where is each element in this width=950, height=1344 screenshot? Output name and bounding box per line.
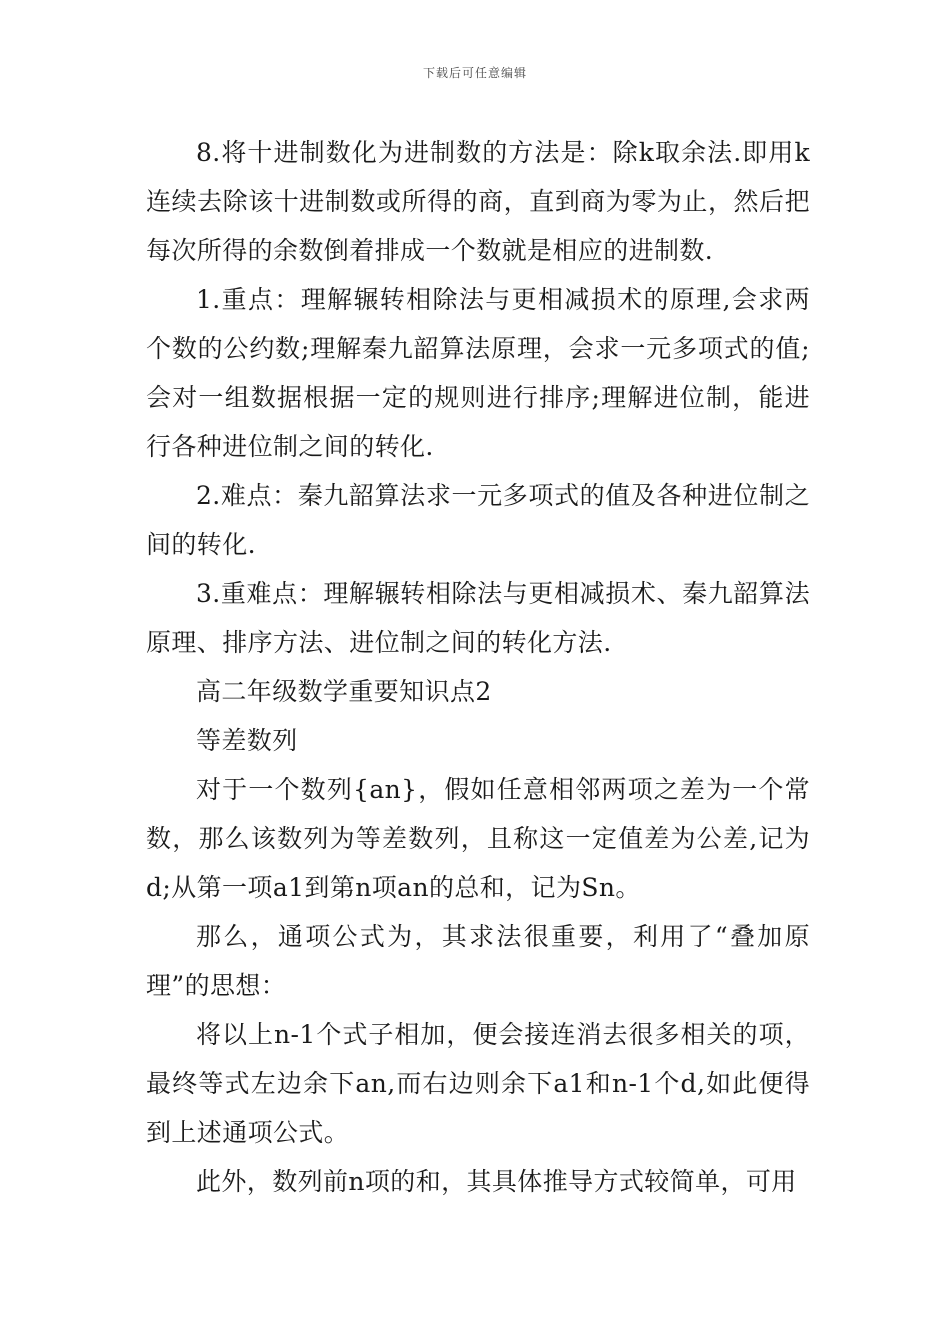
- paragraph-key-points: 1.重点：理解辗转相除法与更相减损术的原理,会求两个数的公约数;理解秦九韶算法原理，会求一元多项式的值;会对一组数据根据一定的规则进行排序;理解进位制，能进行各种进位制之间的转化.: [146, 285, 810, 461]
- section-heading: 高二年级数学重要知识点2: [196, 677, 492, 706]
- paragraph-key-difficulties: 3.重难点：理解辗转相除法与更相减损术、秦九韶算法原理、排序方法、进位制之间的转化方法.: [146, 579, 810, 657]
- header-note: 下载后可任意编辑: [422, 66, 527, 80]
- document-body: [146, 128, 810, 1206]
- paragraph-decimal-conversion: 8.将十进制数化为进制数的方法是：除k取余法.即用k连续去除该十进制数或所得的商，直到商为零为止，然后把每次所得的余数倒着排成一个数就是相应的进制数.: [146, 138, 810, 265]
- paragraph-general-term: 那么，通项公式为，其求法很重要，利用了“叠加原理”的思想：: [146, 922, 810, 1000]
- paragraph-arithmetic-definition: 对于一个数列{an}，假如任意相邻两项之差为一个常数，那么该数列为等差数列，且称这一定值差为公差,记为d;从第一项a1到第n项an的总和，记为Sn。: [146, 775, 810, 902]
- paragraph-difficulties: 2.难点：秦九韶算法求一元多项式的值及各种进位制之间的转化.: [146, 481, 810, 559]
- subsection-heading: 等差数列: [196, 726, 298, 755]
- paragraph-partial-sum: 此外，数列前n项的和，其具体推导方式较简单，可用: [196, 1167, 797, 1196]
- paragraph-summation: 将以上n-1个式子相加，便会接连消去很多相关的项，最终等式左边余下an,而右边则余下a1和n-1个d,如此便得到上述通项公式。: [146, 1020, 810, 1147]
